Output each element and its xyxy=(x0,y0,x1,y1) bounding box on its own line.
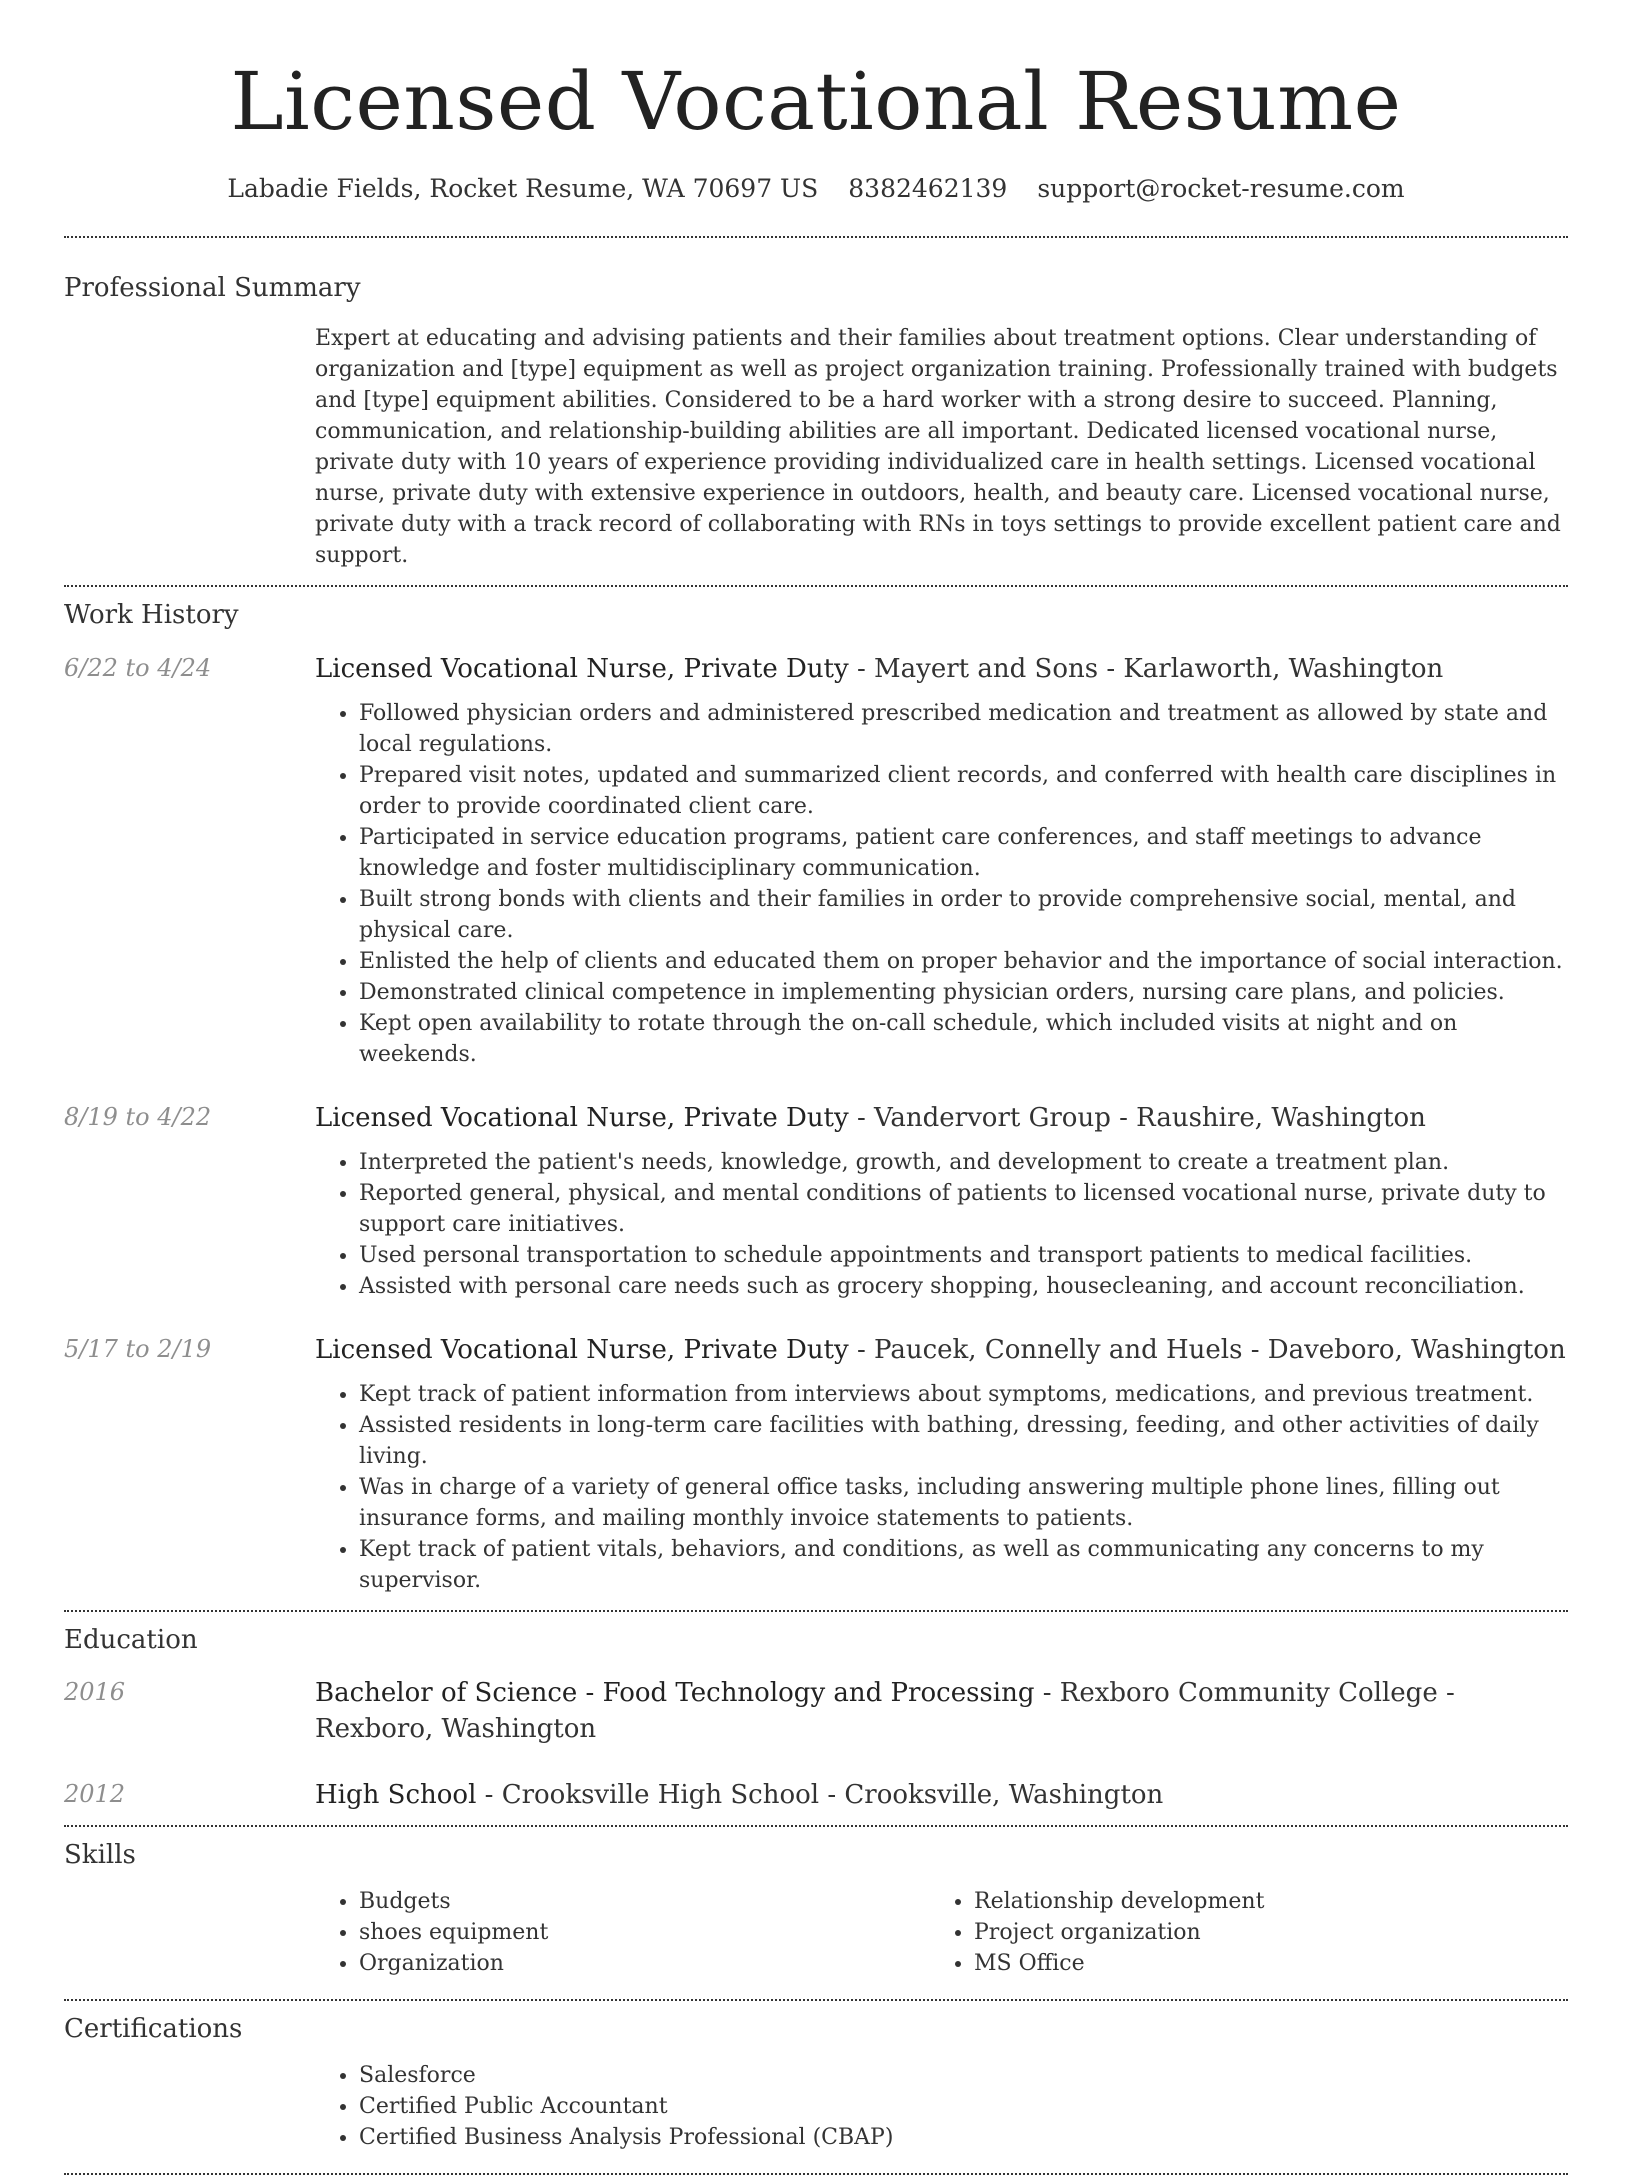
job-bullets xyxy=(315,698,1568,1070)
skills-list-right xyxy=(930,1886,1545,1979)
list-item: • Organization xyxy=(359,1948,930,1979)
job-dates: 8/19 to 4/22 xyxy=(64,1103,212,1131)
resume-title: Licensed Vocational Resume xyxy=(230,55,1402,148)
list-item: • Certified Public Accountant xyxy=(359,2091,1568,2122)
education-entry xyxy=(64,1675,1568,1747)
education-line xyxy=(315,1777,1568,1813)
contact-phone: 8382462139 xyxy=(848,174,1008,203)
job-title: Licensed Vocational Nurse, Private Duty xyxy=(315,1335,849,1365)
education-year: 2012 xyxy=(64,1780,126,1808)
job-title-line xyxy=(315,1332,1568,1368)
education-degree: Bachelor of Science - Food Technology and Processing xyxy=(315,1678,1035,1708)
education-list xyxy=(64,1675,1568,1813)
education-school: - Rexboro Community College - Rexboro, Washington xyxy=(315,1678,1455,1744)
contact-email: support@rocket-resume.com xyxy=(1037,174,1405,203)
job-bullet: • Interpreted the patient's needs, knowledge, growth, and development to create a treatment plan. xyxy=(359,1147,1568,1178)
job-bullet: • Reported general, physical, and mental conditions of patients to licensed vocational nurse, private duty to support care initiatives. xyxy=(359,1178,1568,1240)
job-bullet: • Was in charge of a variety of general office tasks, including answering multiple phone lines, filling out insurance forms, and mailing monthly invoice statements to patients. xyxy=(359,1472,1568,1534)
education-section xyxy=(64,1612,1568,1813)
list-item: • Salesforce xyxy=(359,2060,1568,2091)
summary-section xyxy=(64,238,1568,571)
job-entry xyxy=(64,1100,1568,1302)
certifications-list xyxy=(315,2060,1568,2153)
job-bullets xyxy=(315,1379,1568,1596)
job-bullet: • Enlisted the help of clients and educated them on proper behavior and the importance of social interaction. xyxy=(359,946,1568,977)
work-heading: Work History xyxy=(64,600,239,630)
certifications-heading: Certifications xyxy=(64,2014,243,2044)
skills-heading: Skills xyxy=(64,1840,136,1870)
skills-section xyxy=(64,1827,1568,1979)
job-entry xyxy=(64,1332,1568,1596)
job-list xyxy=(64,651,1568,1596)
job-bullet: • Participated in service education programs, patient care conferences, and staff meetings to advance knowledge and foster multidisciplinary communication. xyxy=(359,822,1568,884)
education-line xyxy=(315,1675,1568,1747)
list-item: • shoes equipment xyxy=(359,1917,930,1948)
education-school: - Crooksville High School - Crooksville, Washington xyxy=(476,1780,1164,1810)
summary-heading: Professional Summary xyxy=(64,273,361,303)
job-bullet: • Kept open availability to rotate through the on-call schedule, which included visits at night and on weekends. xyxy=(359,1008,1568,1070)
education-entry xyxy=(64,1777,1568,1813)
job-bullet: • Assisted with personal care needs such as grocery shopping, housecleaning, and account reconciliation. xyxy=(359,1271,1568,1302)
job-dates: 6/22 to 4/24 xyxy=(64,654,212,682)
job-bullet: • Assisted residents in long-term care facilities with bathing, dressing, feeding, and other activities of daily living. xyxy=(359,1410,1568,1472)
certifications-section xyxy=(64,2001,1568,2153)
job-bullet: • Kept track of patient information from interviews about symptoms, medications, and previous treatment. xyxy=(359,1379,1568,1410)
job-employer: - Paucek, Connelly and Huels - Daveboro, Washington xyxy=(848,1335,1566,1365)
job-bullet: • Demonstrated clinical competence in implementing physician orders, nursing care plans, and policies. xyxy=(359,977,1568,1008)
job-bullet: • Prepared visit notes, updated and summarized client records, and conferred with health care disciplines in order to provide coordinated client care. xyxy=(359,760,1568,822)
education-heading: Education xyxy=(64,1625,198,1655)
list-item: • Budgets xyxy=(359,1886,930,1917)
job-bullet: • Kept track of patient vitals, behaviors, and conditions, as well as communicating any concerns to my supervisor. xyxy=(359,1534,1568,1596)
summary-text: Expert at educating and advising patients and their families about treatment options. Clear understanding of organization and [type] equipment as well as project organization training. Professionally trained with budgets and [type] equipment abilities. Considered to be a hard worker with a strong desire to succeed. Planning, communication, and relationship-building abilities are all important. Dedicated licensed vocational nurse, private duty with 10 years of experience providing individualized care in health settings. Licensed vocational nurse, private duty with extensive experience in outdoors, health, and beauty care. Licensed vocational nurse, private duty with a track record of collaborating with RNs in toys settings to provide excellent patient care and support. xyxy=(315,326,1561,568)
job-bullets xyxy=(315,1147,1568,1302)
job-title-line xyxy=(315,651,1568,687)
job-dates: 5/17 to 2/19 xyxy=(64,1335,212,1363)
list-item: • MS Office xyxy=(974,1948,1545,1979)
job-bullet: • Used personal transportation to schedule appointments and transport patients to medical facilities. xyxy=(359,1240,1568,1271)
list-item: • Certified Business Analysis Professional (CBAP) xyxy=(359,2122,1568,2153)
skills-grid xyxy=(315,1886,1568,1979)
job-title-line xyxy=(315,1100,1568,1136)
job-bullet: • Followed physician orders and administered prescribed medication and treatment as allowed by state and local regulations. xyxy=(359,698,1568,760)
list-item: • Relationship development xyxy=(974,1886,1545,1917)
education-degree: High School xyxy=(315,1780,477,1810)
work-section xyxy=(64,587,1568,1596)
job-employer: - Mayert and Sons - Karlaworth, Washington xyxy=(848,654,1444,684)
contact-address: Labadie Fields, Rocket Resume, WA 70697 US xyxy=(227,174,819,203)
job-title: Licensed Vocational Nurse, Private Duty xyxy=(315,1103,849,1133)
contact-line xyxy=(64,172,1568,206)
education-year: 2016 xyxy=(64,1678,126,1706)
job-title: Licensed Vocational Nurse, Private Duty xyxy=(315,654,849,684)
job-bullet: • Built strong bonds with clients and their families in order to provide comprehensive social, mental, and physical care. xyxy=(359,884,1568,946)
job-employer: - Vandervort Group - Raushire, Washington xyxy=(848,1103,1426,1133)
job-entry xyxy=(64,651,1568,1070)
skills-list-left xyxy=(315,1886,930,1979)
list-item: • Project organization xyxy=(974,1917,1545,1948)
